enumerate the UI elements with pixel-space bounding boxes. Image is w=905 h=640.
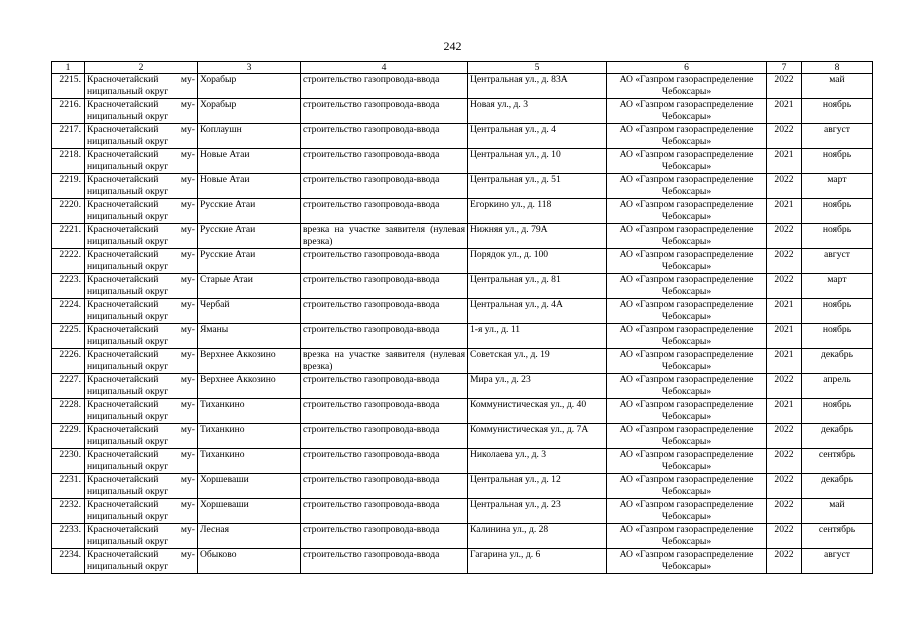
district-line-1: Красночетайский му- (87, 224, 195, 235)
address-cell: Новая ул., д. 3 (468, 99, 607, 124)
locality-cell: Верхнее Аккозино (198, 374, 301, 399)
organization-cell: АО «Газпром газораспределение Чебоксары» (607, 499, 767, 524)
district-line-1: Красночетайский му- (87, 249, 195, 260)
month-cell: ноябрь (802, 399, 873, 424)
month-cell: декабрь (802, 349, 873, 374)
district-line-2: ниципальный округ (87, 361, 169, 372)
locality-cell: Коплаушн (198, 124, 301, 149)
district-line-1: Красночетайский му- (87, 349, 195, 360)
address-cell: Нижняя ул., д. 79А (468, 224, 607, 249)
district-line-2: ниципальный округ (87, 161, 169, 172)
row-number-cell: 2219. (52, 174, 85, 199)
column-header: 6 (607, 62, 767, 74)
work-type-cell: строительство газопровода-ввода (301, 249, 468, 274)
month-cell: декабрь (802, 474, 873, 499)
work-type-cell: строительство газопровода-ввода (301, 299, 468, 324)
table-row (52, 174, 873, 199)
district-cell (85, 349, 198, 374)
district-line-2: ниципальный округ (87, 461, 169, 472)
organization-cell: АО «Газпром газораспределение Чебоксары» (607, 249, 767, 274)
work-type-cell: строительство газопровода-ввода (301, 399, 468, 424)
locality-cell: Хоршеваши (198, 474, 301, 499)
table-row (52, 549, 873, 574)
work-type-cell: строительство газопровода-ввода (301, 99, 468, 124)
organization-cell: АО «Газпром газораспределение Чебоксары» (607, 424, 767, 449)
row-number-cell: 2234. (52, 549, 85, 574)
address-cell: Советская ул., д. 19 (468, 349, 607, 374)
column-header: 7 (767, 62, 802, 74)
year-cell: 2022 (767, 549, 802, 574)
row-number-cell: 2232. (52, 499, 85, 524)
address-cell: Центральная ул., д. 4А (468, 299, 607, 324)
table-row (52, 299, 873, 324)
district-cell (85, 524, 198, 549)
address-cell: Центральная ул., д. 10 (468, 149, 607, 174)
work-type-cell: строительство газопровода-ввода (301, 149, 468, 174)
table-row (52, 424, 873, 449)
district-line-1: Красночетайский му- (87, 274, 195, 285)
row-number-cell: 2224. (52, 299, 85, 324)
work-type-cell: строительство газопровода-ввода (301, 549, 468, 574)
month-cell: ноябрь (802, 299, 873, 324)
row-number-cell: 2228. (52, 399, 85, 424)
address-cell: Коммунистическая ул., д. 7А (468, 424, 607, 449)
district-line-2: ниципальный округ (87, 511, 169, 522)
row-number-cell: 2230. (52, 449, 85, 474)
work-type-cell: строительство газопровода-ввода (301, 474, 468, 499)
district-cell (85, 449, 198, 474)
organization-cell: АО «Газпром газораспределение Чебоксары» (607, 74, 767, 99)
district-line-1: Красночетайский му- (87, 449, 195, 460)
year-cell: 2022 (767, 124, 802, 149)
organization-cell: АО «Газпром газораспределение Чебоксары» (607, 349, 767, 374)
work-type-cell: строительство газопровода-ввода (301, 324, 468, 349)
work-type-cell: врезка на участке заявителя (нулевая врезка) (301, 349, 468, 374)
row-number-cell: 2221. (52, 224, 85, 249)
address-cell: 1-я ул., д. 11 (468, 324, 607, 349)
table-row (52, 524, 873, 549)
row-number-cell: 2231. (52, 474, 85, 499)
district-line-2: ниципальный округ (87, 86, 169, 97)
column-number-row (52, 62, 873, 74)
district-line-2: ниципальный округ (87, 336, 169, 347)
district-line-2: ниципальный округ (87, 411, 169, 422)
district-line-1: Красночетайский му- (87, 524, 195, 535)
month-cell: ноябрь (802, 324, 873, 349)
district-line-2: ниципальный округ (87, 536, 169, 547)
table-row (52, 199, 873, 224)
year-cell: 2021 (767, 399, 802, 424)
table-row (52, 474, 873, 499)
organization-cell: АО «Газпром газораспределение Чебоксары» (607, 474, 767, 499)
address-cell: Центральная ул., д. 83А (468, 74, 607, 99)
table-row (52, 99, 873, 124)
organization-cell: АО «Газпром газораспределение Чебоксары» (607, 374, 767, 399)
year-cell: 2022 (767, 449, 802, 474)
row-number-cell: 2225. (52, 324, 85, 349)
work-type-cell: врезка на участке заявителя (нулевая врезка) (301, 224, 468, 249)
row-number-cell: 2223. (52, 274, 85, 299)
district-line-1: Красночетайский му- (87, 424, 195, 435)
district-line-1: Красночетайский му- (87, 149, 195, 160)
column-header: 5 (468, 62, 607, 74)
work-type-cell: строительство газопровода-ввода (301, 424, 468, 449)
district-line-2: ниципальный округ (87, 111, 169, 122)
district-line-1: Красночетайский му- (87, 299, 195, 310)
month-cell: сентябрь (802, 449, 873, 474)
district-cell (85, 149, 198, 174)
district-line-2: ниципальный округ (87, 261, 169, 272)
address-cell: Егоркино ул., д. 118 (468, 199, 607, 224)
table-row (52, 224, 873, 249)
work-type-cell: строительство газопровода-ввода (301, 374, 468, 399)
address-cell: Мира ул., д. 23 (468, 374, 607, 399)
month-cell: ноябрь (802, 199, 873, 224)
month-cell: март (802, 274, 873, 299)
year-cell: 2021 (767, 199, 802, 224)
district-line-2: ниципальный округ (87, 136, 169, 147)
district-line-1: Красночетайский му- (87, 99, 195, 110)
district-cell (85, 374, 198, 399)
year-cell: 2022 (767, 499, 802, 524)
locality-cell: Верхнее Аккозино (198, 349, 301, 374)
district-cell (85, 74, 198, 99)
locality-cell: Хоршеваши (198, 499, 301, 524)
month-cell: август (802, 124, 873, 149)
table-row (52, 249, 873, 274)
locality-cell: Хорабыр (198, 74, 301, 99)
district-line-1: Красночетайский му- (87, 549, 195, 560)
district-line-2: ниципальный округ (87, 211, 169, 222)
district-line-1: Красночетайский му- (87, 74, 195, 85)
district-cell (85, 174, 198, 199)
district-cell (85, 549, 198, 574)
address-cell: Гагарина ул., д. 6 (468, 549, 607, 574)
month-cell: август (802, 549, 873, 574)
year-cell: 2022 (767, 524, 802, 549)
district-line-2: ниципальный округ (87, 561, 169, 572)
column-header: 8 (802, 62, 873, 74)
organization-cell: АО «Газпром газораспределение Чебоксары» (607, 299, 767, 324)
district-line-2: ниципальный округ (87, 286, 169, 297)
district-line-1: Красночетайский му- (87, 124, 195, 135)
district-cell (85, 224, 198, 249)
table-row (52, 374, 873, 399)
year-cell: 2021 (767, 99, 802, 124)
district-line-2: ниципальный округ (87, 386, 169, 397)
locality-cell: Новые Атаи (198, 174, 301, 199)
district-cell (85, 324, 198, 349)
district-line-2: ниципальный округ (87, 236, 169, 247)
page-number: 242 (443, 39, 462, 53)
row-number-cell: 2233. (52, 524, 85, 549)
locality-cell: Новые Атаи (198, 149, 301, 174)
locality-cell: Хорабыр (198, 99, 301, 124)
locality-cell: Чербай (198, 299, 301, 324)
row-number-cell: 2229. (52, 424, 85, 449)
organization-cell: АО «Газпром газораспределение Чебоксары» (607, 174, 767, 199)
work-type-cell: строительство газопровода-ввода (301, 199, 468, 224)
district-cell (85, 249, 198, 274)
month-cell: апрель (802, 374, 873, 399)
district-cell (85, 199, 198, 224)
organization-cell: АО «Газпром газораспределение Чебоксары» (607, 149, 767, 174)
locality-cell: Яманы (198, 324, 301, 349)
district-line-1: Красночетайский му- (87, 199, 195, 210)
district-line-2: ниципальный округ (87, 311, 169, 322)
year-cell: 2022 (767, 74, 802, 99)
address-cell: Центральная ул., д. 23 (468, 499, 607, 524)
locality-cell: Русские Атаи (198, 199, 301, 224)
locality-cell: Старые Атаи (198, 274, 301, 299)
locality-cell: Тиханкино (198, 424, 301, 449)
column-header: 1 (52, 62, 85, 74)
month-cell: май (802, 499, 873, 524)
district-cell (85, 124, 198, 149)
locality-cell: Лесная (198, 524, 301, 549)
address-cell: Коммунистическая ул., д. 40 (468, 399, 607, 424)
district-cell (85, 399, 198, 424)
organization-cell: АО «Газпром газораспределение Чебоксары» (607, 274, 767, 299)
locality-cell: Тиханкино (198, 449, 301, 474)
address-cell: Центральная ул., д. 81 (468, 274, 607, 299)
district-cell (85, 274, 198, 299)
district-cell (85, 99, 198, 124)
district-line-1: Красночетайский му- (87, 399, 195, 410)
column-header: 4 (301, 62, 468, 74)
year-cell: 2021 (767, 349, 802, 374)
address-cell: Калинина ул., д. 28 (468, 524, 607, 549)
organization-cell: АО «Газпром газораспределение Чебоксары» (607, 399, 767, 424)
row-number-cell: 2222. (52, 249, 85, 274)
work-type-cell: строительство газопровода-ввода (301, 449, 468, 474)
organization-cell: АО «Газпром газораспределение Чебоксары» (607, 99, 767, 124)
organization-cell: АО «Газпром газораспределение Чебоксары» (607, 199, 767, 224)
row-number-cell: 2218. (52, 149, 85, 174)
district-line-1: Красночетайский му- (87, 374, 195, 385)
row-number-cell: 2217. (52, 124, 85, 149)
table-row (52, 124, 873, 149)
address-cell: Порядок ул., д. 100 (468, 249, 607, 274)
organization-cell: АО «Газпром газораспределение Чебоксары» (607, 549, 767, 574)
work-type-cell: строительство газопровода-ввода (301, 524, 468, 549)
work-type-cell: строительство газопровода-ввода (301, 124, 468, 149)
locality-cell: Обыково (198, 549, 301, 574)
table-row (52, 324, 873, 349)
month-cell: ноябрь (802, 149, 873, 174)
year-cell: 2021 (767, 299, 802, 324)
year-cell: 2022 (767, 374, 802, 399)
work-type-cell: строительство газопровода-ввода (301, 499, 468, 524)
table-row (52, 274, 873, 299)
organization-cell: АО «Газпром газораспределение Чебоксары» (607, 524, 767, 549)
month-cell: май (802, 74, 873, 99)
locality-cell: Русские Атаи (198, 249, 301, 274)
month-cell: ноябрь (802, 99, 873, 124)
gasification-table (51, 61, 873, 574)
month-cell: ноябрь (802, 224, 873, 249)
year-cell: 2022 (767, 249, 802, 274)
address-cell: Центральная ул., д. 51 (468, 174, 607, 199)
row-number-cell: 2227. (52, 374, 85, 399)
locality-cell: Тиханкино (198, 399, 301, 424)
work-type-cell: строительство газопровода-ввода (301, 274, 468, 299)
organization-cell: АО «Газпром газораспределение Чебоксары» (607, 124, 767, 149)
district-line-1: Красночетайский му- (87, 499, 195, 510)
month-cell: март (802, 174, 873, 199)
district-line-2: ниципальный округ (87, 436, 169, 447)
organization-cell: АО «Газпром газораспределение Чебоксары» (607, 449, 767, 474)
table-row (52, 399, 873, 424)
organization-cell: АО «Газпром газораспределение Чебоксары» (607, 324, 767, 349)
table-row (52, 499, 873, 524)
district-cell (85, 474, 198, 499)
column-header: 3 (198, 62, 301, 74)
row-number-cell: 2216. (52, 99, 85, 124)
district-line-2: ниципальный округ (87, 186, 169, 197)
table-row (52, 449, 873, 474)
row-number-cell: 2226. (52, 349, 85, 374)
address-cell: Николаева ул., д. 3 (468, 449, 607, 474)
row-number-cell: 2220. (52, 199, 85, 224)
year-cell: 2021 (767, 324, 802, 349)
year-cell: 2022 (767, 474, 802, 499)
month-cell: август (802, 249, 873, 274)
year-cell: 2022 (767, 174, 802, 199)
organization-cell: АО «Газпром газораспределение Чебоксары» (607, 224, 767, 249)
address-cell: Центральная ул., д. 12 (468, 474, 607, 499)
district-line-1: Красночетайский му- (87, 174, 195, 185)
row-number-cell: 2215. (52, 74, 85, 99)
locality-cell: Русские Атаи (198, 224, 301, 249)
table-row (52, 349, 873, 374)
district-cell (85, 424, 198, 449)
district-cell (85, 499, 198, 524)
column-header: 2 (85, 62, 198, 74)
district-line-2: ниципальный округ (87, 486, 169, 497)
table-row (52, 149, 873, 174)
year-cell: 2021 (767, 149, 802, 174)
address-cell: Центральная ул., д. 4 (468, 124, 607, 149)
district-line-1: Красночетайский му- (87, 324, 195, 335)
year-cell: 2022 (767, 274, 802, 299)
work-type-cell: строительство газопровода-ввода (301, 174, 468, 199)
work-type-cell: строительство газопровода-ввода (301, 74, 468, 99)
table-row (52, 74, 873, 99)
month-cell: сентябрь (802, 524, 873, 549)
district-cell (85, 299, 198, 324)
district-line-1: Красночетайский му- (87, 474, 195, 485)
year-cell: 2022 (767, 424, 802, 449)
month-cell: декабрь (802, 424, 873, 449)
year-cell: 2022 (767, 224, 802, 249)
